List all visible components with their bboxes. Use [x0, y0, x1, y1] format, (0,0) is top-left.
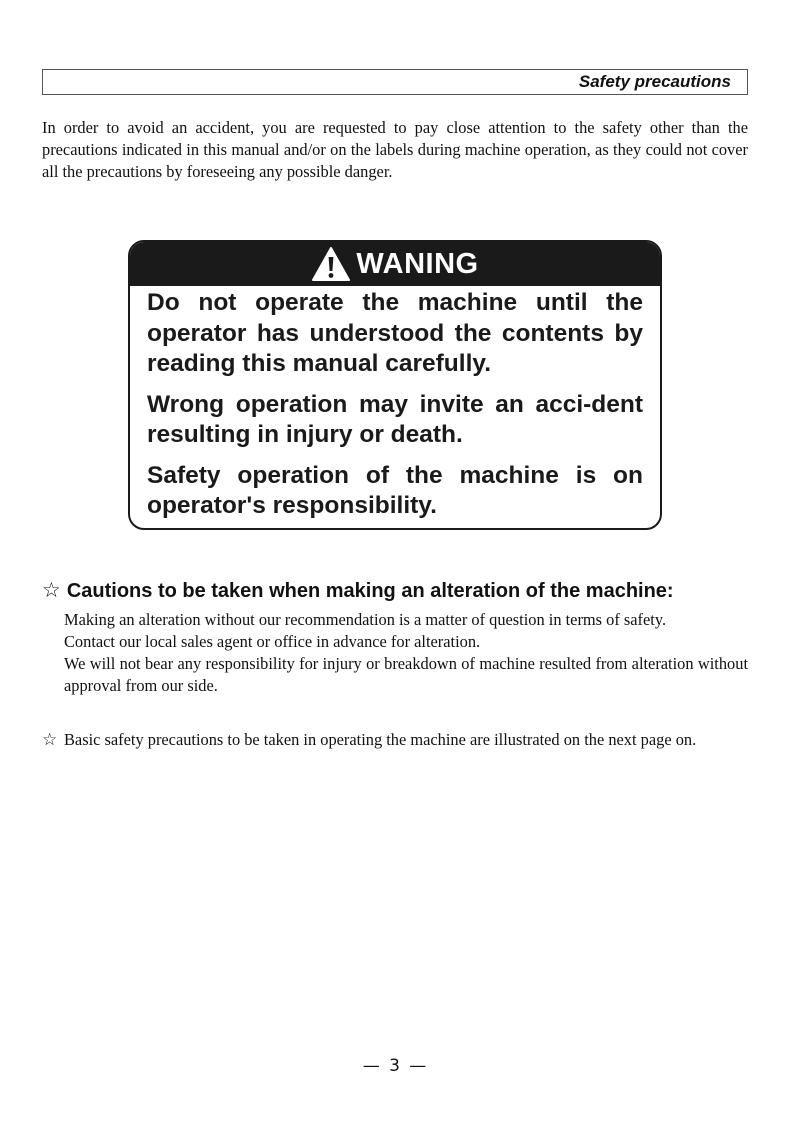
star-icon: ☆ [42, 730, 58, 750]
page-number: — 3 — [362, 1056, 429, 1076]
warning-triangle-icon [311, 246, 351, 282]
warning-title: WANING [356, 248, 479, 280]
cautions-body [64, 609, 748, 697]
cautions-line: Making an alteration without our recommendation is a matter of question in terms of safety. [64, 610, 667, 629]
cautions-heading [42, 577, 762, 604]
warning-paragraph: Wrong operation may invite an acci-dent resulting in injury or death. [147, 390, 643, 448]
section-header-box [42, 69, 748, 95]
warning-body [130, 286, 660, 522]
warning-box [128, 240, 662, 530]
basic-safety-note [42, 729, 748, 751]
warning-title-bar [130, 242, 660, 286]
cautions-line: We will not bear any responsibility for injury or breakdown of machine resulted from alteration without approval from our side. [64, 654, 748, 695]
warning-paragraph: Safety operation of the machine is on operator's responsibility. [147, 461, 643, 519]
basic-safety-note-text: Basic safety precautions to be taken in operating the machine are illustrated on the next page on. [64, 730, 697, 749]
section-title: Safety precautions [578, 72, 731, 91]
cautions-heading-text: Cautions to be taken when making an alteration of the machine: [66, 580, 674, 602]
warning-paragraph: Do not operate the machine until the operator has understood the contents by reading this manual carefully. [147, 289, 643, 377]
intro-paragraph: In order to avoid an accident, you are requested to pay close attention to the safety other than the precautions indicated in this manual and/or on the labels during machine operation, as they could not cover all the precautions by foreseeing any possible danger. [42, 118, 748, 181]
cautions-line: Contact our local sales agent or office in advance for alteration. [64, 632, 481, 651]
star-icon: ☆ [42, 578, 61, 602]
